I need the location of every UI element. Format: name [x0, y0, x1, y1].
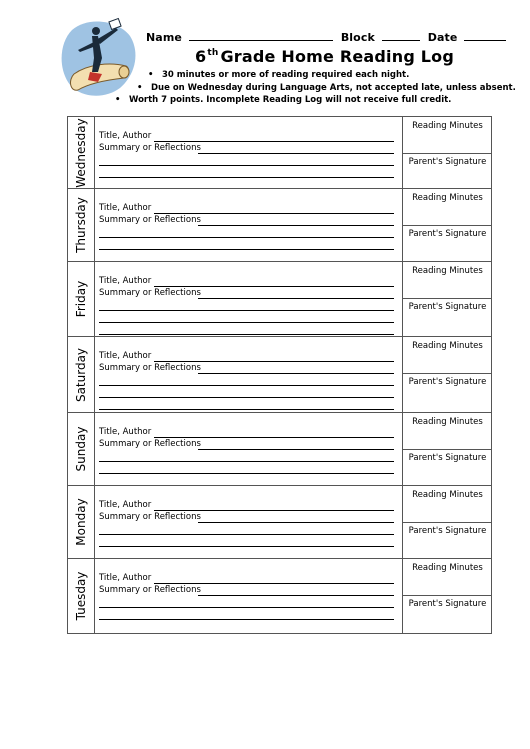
- name-blank[interactable]: [189, 31, 333, 41]
- title-author-line[interactable]: [154, 510, 394, 511]
- student-info-line: [146, 31, 510, 44]
- parent-signature-label: Parent's Signature: [408, 453, 487, 463]
- tracking-cell: [402, 486, 492, 558]
- reading-minutes-box[interactable]: [403, 559, 492, 596]
- title-author-line[interactable]: [154, 286, 394, 287]
- summary-label: Summary or Reflections: [99, 288, 201, 298]
- entry-cell: [95, 189, 402, 261]
- summary-label: Summary or Reflections: [99, 363, 201, 373]
- parent-signature-label: Parent's Signature: [408, 526, 487, 536]
- writing-line[interactable]: [99, 177, 394, 178]
- reading-minutes-box[interactable]: [403, 337, 492, 374]
- date-blank[interactable]: [464, 31, 506, 41]
- reading-log-table: [67, 116, 492, 634]
- parent-signature-label: Parent's Signature: [408, 377, 487, 387]
- grade-suffix: th: [207, 48, 219, 58]
- entry-cell: [95, 337, 402, 412]
- date-label: Date: [427, 31, 458, 44]
- parent-signature-label: Parent's Signature: [408, 599, 487, 609]
- entry-cell: [95, 559, 402, 633]
- day-label: Wednesday: [74, 117, 88, 188]
- name-label: Name: [146, 31, 182, 44]
- parent-signature-box[interactable]: [403, 465, 492, 485]
- reading-minutes-label: Reading Minutes: [412, 417, 483, 427]
- title-author-line[interactable]: [154, 361, 394, 362]
- summary-line[interactable]: [198, 225, 394, 226]
- title-author-label: Title, Author: [99, 203, 152, 213]
- parent-signature-box[interactable]: [403, 389, 492, 412]
- day-label: Friday: [74, 280, 88, 318]
- reading-minutes-label: Reading Minutes: [412, 341, 483, 351]
- day-row-saturday: [68, 337, 491, 413]
- day-row-monday: [68, 486, 491, 559]
- title-author-line[interactable]: [154, 141, 394, 142]
- writing-line[interactable]: [99, 546, 394, 547]
- entry-cell: [95, 262, 402, 336]
- reading-minutes-box[interactable]: [403, 262, 492, 299]
- title-rest: Grade Home Reading Log: [220, 47, 455, 66]
- tracking-cell: [402, 337, 492, 412]
- summary-line[interactable]: [198, 595, 394, 596]
- block-blank[interactable]: [382, 31, 420, 41]
- title-author-line[interactable]: [154, 213, 394, 214]
- tracking-cell: [402, 413, 492, 485]
- writing-line[interactable]: [99, 461, 394, 462]
- writing-line[interactable]: [99, 607, 394, 608]
- writing-line[interactable]: [99, 237, 394, 238]
- writing-line[interactable]: [99, 409, 394, 410]
- day-cell: [68, 337, 95, 412]
- day-row-sunday: [68, 413, 491, 486]
- day-label: Tuesday: [74, 571, 88, 621]
- parent-signature-box[interactable]: [403, 611, 492, 633]
- reading-minutes-box[interactable]: [403, 189, 492, 226]
- entry-cell: [95, 486, 402, 558]
- summary-line[interactable]: [198, 449, 394, 450]
- parent-signature-label: Parent's Signature: [408, 157, 487, 167]
- reader-on-scroll-icon: [58, 14, 140, 100]
- reading-minutes-label: Reading Minutes: [412, 193, 483, 203]
- entry-cell: [95, 117, 402, 188]
- page-title: [195, 47, 454, 66]
- parent-signature-box[interactable]: [403, 314, 492, 336]
- day-row-tuesday: [68, 559, 491, 633]
- tracking-cell: [402, 189, 492, 261]
- day-row-wednesday: [68, 117, 491, 189]
- day-cell: [68, 117, 95, 188]
- summary-line[interactable]: [198, 373, 394, 374]
- day-cell: [68, 189, 95, 261]
- title-author-label: Title, Author: [99, 131, 152, 141]
- title-author-line[interactable]: [154, 583, 394, 584]
- summary-label: Summary or Reflections: [99, 512, 201, 522]
- block-label: Block: [340, 31, 375, 44]
- instruction-item: • Due on Wednesday during Language Arts, not accepted late, unless absent.: [137, 83, 516, 93]
- day-row-friday: [68, 262, 491, 337]
- title-author-label: Title, Author: [99, 573, 152, 583]
- summary-label: Summary or Reflections: [99, 143, 201, 153]
- title-author-label: Title, Author: [99, 500, 152, 510]
- writing-line[interactable]: [99, 334, 394, 335]
- day-cell: [68, 262, 95, 336]
- reading-minutes-box[interactable]: [403, 117, 492, 154]
- writing-line[interactable]: [99, 473, 394, 474]
- parent-signature-label: Parent's Signature: [408, 302, 487, 312]
- parent-signature-box[interactable]: [403, 538, 492, 558]
- grade-number: 6: [195, 47, 207, 66]
- reading-minutes-box[interactable]: [403, 413, 492, 450]
- summary-line[interactable]: [198, 153, 394, 154]
- writing-line[interactable]: [99, 249, 394, 250]
- writing-line[interactable]: [99, 397, 394, 398]
- writing-line[interactable]: [99, 385, 394, 386]
- entry-cell: [95, 413, 402, 485]
- reading-minutes-label: Reading Minutes: [412, 266, 483, 276]
- day-label: Sunday: [74, 426, 88, 472]
- reading-minutes-label: Reading Minutes: [412, 121, 483, 131]
- summary-label: Summary or Reflections: [99, 585, 201, 595]
- day-label: Monday: [74, 498, 88, 546]
- reading-minutes-box[interactable]: [403, 486, 492, 523]
- summary-line[interactable]: [198, 298, 394, 299]
- tracking-cell: [402, 559, 492, 633]
- day-cell: [68, 559, 95, 633]
- day-label: Saturday: [74, 347, 88, 402]
- day-cell: [68, 413, 95, 485]
- writing-line[interactable]: [99, 165, 394, 166]
- title-author-label: Title, Author: [99, 351, 152, 361]
- parent-signature-box[interactable]: [403, 241, 492, 261]
- writing-line[interactable]: [99, 619, 394, 620]
- summary-label: Summary or Reflections: [99, 439, 201, 449]
- title-author-label: Title, Author: [99, 427, 152, 437]
- instruction-item: • Worth 7 points. Incomplete Reading Log will not receive full credit.: [115, 95, 452, 105]
- title-author-line[interactable]: [154, 437, 394, 438]
- parent-signature-box[interactable]: [403, 169, 492, 188]
- reading-minutes-label: Reading Minutes: [412, 563, 483, 573]
- summary-line[interactable]: [198, 522, 394, 523]
- instruction-item: • 30 minutes or more of reading required each night.: [148, 70, 410, 80]
- summary-label: Summary or Reflections: [99, 215, 201, 225]
- tracking-cell: [402, 262, 492, 336]
- writing-line[interactable]: [99, 322, 394, 323]
- reading-minutes-label: Reading Minutes: [412, 490, 483, 500]
- day-cell: [68, 486, 95, 558]
- parent-signature-label: Parent's Signature: [408, 229, 487, 239]
- day-row-thursday: [68, 189, 491, 262]
- writing-line[interactable]: [99, 534, 394, 535]
- day-label: Thursday: [74, 197, 88, 253]
- tracking-cell: [402, 117, 492, 188]
- title-author-label: Title, Author: [99, 276, 152, 286]
- writing-line[interactable]: [99, 310, 394, 311]
